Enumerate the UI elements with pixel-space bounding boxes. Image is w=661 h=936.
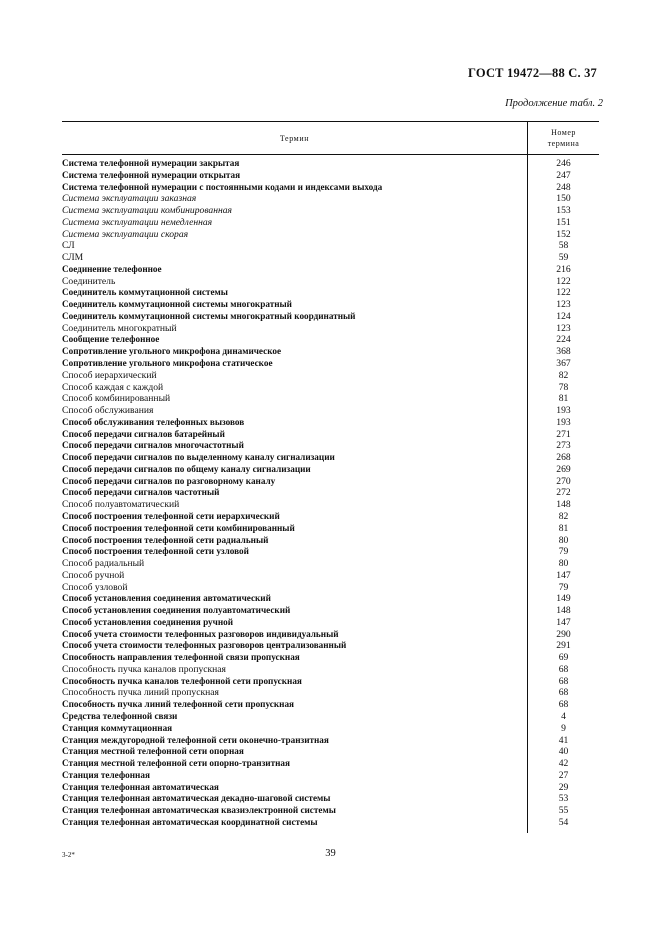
table-row <box>62 723 599 735</box>
term-cell: Способ построения телефонной сети комбинированный <box>62 522 295 533</box>
term-number-cell: 124 <box>556 310 571 322</box>
table-row <box>62 817 599 829</box>
term-number-cell: 4 <box>561 710 566 722</box>
term-cell: Система телефонной нумерации открытая <box>62 169 241 180</box>
table-row <box>62 711 599 723</box>
term-cell: Система эксплуатации комбинированная <box>62 205 232 217</box>
table-row <box>62 323 599 335</box>
table-row <box>62 393 599 405</box>
term-cell: Способ установления соединения ручной <box>62 616 234 627</box>
term-cell: Соединение телефонное <box>62 263 162 274</box>
table-row <box>62 193 599 205</box>
term-cell: Система телефонной нумерации закрытая <box>62 158 240 168</box>
term-cell: Сопротивление угольного микрофона динамическое <box>62 346 282 357</box>
term-number-cell: 123 <box>556 322 571 334</box>
term-number-cell: 29 <box>558 781 569 793</box>
term-cell: Система эксплуатации заказная <box>62 193 197 205</box>
table-row <box>62 205 599 217</box>
table-row <box>62 546 599 558</box>
table-row <box>62 252 599 264</box>
term-number-cell: 147 <box>556 569 571 581</box>
table-body <box>62 158 599 829</box>
term-cell: Станция телефонная автоматическая квазиэлектронной системы <box>62 805 336 816</box>
column-header-term: Термин <box>279 133 310 143</box>
term-cell: Способ обслуживания телефонных вызовов <box>62 416 245 427</box>
term-number-cell: 123 <box>556 299 571 311</box>
term-cell: Способ иерархический <box>62 369 157 381</box>
term-cell: Станция местной телефонной сети опорная <box>62 746 244 757</box>
table-row <box>62 782 599 794</box>
term-number-cell: 269 <box>556 463 571 475</box>
table-row <box>62 182 599 194</box>
term-number-cell: 271 <box>556 428 571 440</box>
table-continuation-caption: Продолжение табл. 2 <box>505 98 603 109</box>
term-number-cell: 69 <box>558 652 569 664</box>
term-cell: Способ учета стоимости телефонных разговоров централизованный <box>62 640 347 651</box>
term-cell: Соединитель многократный <box>62 322 177 334</box>
table-row <box>62 793 599 805</box>
column-header-number-line2: термина <box>547 139 580 148</box>
table-row <box>62 405 599 417</box>
term-cell: Способность пучка линий пропускная <box>62 687 219 699</box>
term-number-cell: 80 <box>558 534 569 546</box>
table-row <box>62 676 599 688</box>
table-row <box>62 464 599 476</box>
term-cell: Сообщение телефонное <box>62 334 160 345</box>
term-number-cell: 68 <box>558 699 569 711</box>
table-row <box>62 217 599 229</box>
table-row <box>62 287 599 299</box>
page-header: ГОСТ 19472—88 С. 37 <box>468 66 597 80</box>
term-cell: Соединитель <box>62 275 116 287</box>
term-cell: Способ узловой <box>62 581 128 593</box>
table-row <box>62 370 599 382</box>
term-number-cell: 272 <box>556 487 571 499</box>
term-number-cell: 147 <box>556 616 571 628</box>
term-number-cell: 40 <box>558 746 569 758</box>
term-number-cell: 367 <box>556 358 571 370</box>
term-number-cell: 78 <box>558 381 569 393</box>
table-row <box>62 758 599 770</box>
term-cell: Способность пучка линий телефонной сети пропускная <box>62 699 295 710</box>
term-number-cell: 248 <box>556 181 571 193</box>
terms-table <box>62 121 599 829</box>
term-cell: Способ каждая с каждой <box>62 381 164 393</box>
term-number-cell: 216 <box>556 263 571 275</box>
term-cell: Способность пучка каналов телефонной сети пропускная <box>62 675 302 686</box>
table-row <box>62 382 599 394</box>
term-number-cell: 149 <box>556 593 571 605</box>
column-header-number-line1: Номер <box>551 128 576 137</box>
table-row <box>62 617 599 629</box>
table-row <box>62 429 599 441</box>
term-number-cell: 247 <box>556 169 571 181</box>
table-row <box>62 805 599 817</box>
term-cell: Способ построения телефонной сети радиальный <box>62 534 269 545</box>
table-row <box>62 499 599 511</box>
table-row <box>62 593 599 605</box>
table-row <box>62 158 599 170</box>
term-cell: Способ передачи сигналов многочастотный <box>62 440 244 451</box>
table-row <box>62 240 599 252</box>
term-cell: Способ учета стоимости телефонных разговоров индивидуальный <box>62 628 339 639</box>
term-number-cell: 59 <box>558 252 569 264</box>
table-row <box>62 746 599 758</box>
term-cell: Способ передачи сигналов по общему каналу сигнализации <box>62 463 311 474</box>
term-number-cell: 152 <box>556 228 571 240</box>
term-number-cell: 368 <box>556 346 571 358</box>
term-number-cell: 79 <box>558 581 569 593</box>
table-row <box>62 640 599 652</box>
table-row <box>62 523 599 535</box>
term-number-cell: 150 <box>556 193 571 205</box>
term-cell: Способ ручной <box>62 569 125 581</box>
term-number-cell: 268 <box>556 452 571 464</box>
term-number-cell: 9 <box>561 722 566 734</box>
term-cell: СЛ <box>62 240 75 252</box>
term-number-cell: 80 <box>558 558 569 570</box>
term-cell: Система эксплуатации скорая <box>62 228 189 240</box>
table-row <box>62 440 599 452</box>
table-row <box>62 476 599 488</box>
term-number-cell: 151 <box>556 216 571 228</box>
table-row <box>62 417 599 429</box>
table-row <box>62 770 599 782</box>
term-number-cell: 42 <box>558 758 569 770</box>
table-row <box>62 487 599 499</box>
term-number-cell: 27 <box>558 769 569 781</box>
term-cell: СЛМ <box>62 252 84 264</box>
table-row <box>62 170 599 182</box>
table-row <box>62 346 599 358</box>
term-number-cell: 82 <box>558 369 569 381</box>
term-number-cell: 148 <box>556 605 571 617</box>
term-number-cell: 82 <box>558 510 569 522</box>
table-row <box>62 229 599 241</box>
table-header <box>62 121 599 155</box>
term-number-cell: 68 <box>558 675 569 687</box>
term-number-cell: 122 <box>556 287 571 299</box>
table-row <box>62 276 599 288</box>
table-row <box>62 358 599 370</box>
term-cell: Соединитель коммутационной системы многократный координатный <box>62 310 356 321</box>
term-cell: Способ передачи сигналов по выделенному каналу сигнализации <box>62 452 335 463</box>
term-number-cell: 153 <box>556 205 571 217</box>
term-cell: Соединитель коммутационной системы <box>62 287 228 298</box>
term-number-cell: 270 <box>556 475 571 487</box>
term-number-cell: 55 <box>558 805 569 817</box>
page-number: 39 <box>325 848 336 859</box>
table-row <box>62 535 599 547</box>
table-row <box>62 570 599 582</box>
term-cell: Станция телефонная <box>62 769 150 780</box>
term-cell: Станция местной телефонной сети опорно-транзитная <box>62 758 290 769</box>
term-cell: Способность направления телефонной связи пропускная <box>62 652 300 663</box>
term-cell: Способ радиальный <box>62 558 145 570</box>
term-number-cell: 246 <box>556 158 571 169</box>
table-row <box>62 687 599 699</box>
term-number-cell: 193 <box>556 416 571 428</box>
term-number-cell: 53 <box>558 793 569 805</box>
term-cell: Способ построения телефонной сети иерархический <box>62 510 280 521</box>
term-number-cell: 68 <box>558 663 569 675</box>
term-cell: Способ обслуживания <box>62 405 154 417</box>
term-number-cell: 193 <box>556 405 571 417</box>
table-row <box>62 558 599 570</box>
column-header-number <box>527 122 599 154</box>
term-number-cell: 79 <box>558 546 569 558</box>
table-row <box>62 452 599 464</box>
table-row <box>62 311 599 323</box>
term-cell: Станция коммутационная <box>62 722 173 733</box>
table-row <box>62 629 599 641</box>
table-row <box>62 334 599 346</box>
term-number-cell: 41 <box>558 734 569 746</box>
term-number-cell: 148 <box>556 499 571 511</box>
term-number-cell: 81 <box>558 393 569 405</box>
term-number-cell: 224 <box>556 334 571 346</box>
term-cell: Способ установления соединения автоматический <box>62 593 271 604</box>
term-cell: Способ комбинированный <box>62 393 171 405</box>
term-cell: Станция телефонная автоматическая декадно-шаговой системы <box>62 793 331 804</box>
table-row <box>62 605 599 617</box>
term-number-cell: 291 <box>556 640 571 652</box>
term-cell: Соединитель коммутационной системы многократный <box>62 299 292 310</box>
term-cell: Станция междугородной телефонной сети оконечно-транзитная <box>62 734 329 745</box>
table-row <box>62 511 599 523</box>
table-row <box>62 664 599 676</box>
print-code: 3-2* <box>62 851 75 859</box>
term-cell: Способ построения телефонной сети узловой <box>62 546 249 557</box>
table-row <box>62 264 599 276</box>
term-cell: Система эксплуатации немедленная <box>62 216 213 228</box>
table-row <box>62 699 599 711</box>
term-cell: Станция телефонная автоматическая <box>62 781 219 792</box>
term-cell: Способность пучка каналов пропускная <box>62 663 226 675</box>
table-row <box>62 299 599 311</box>
term-cell: Система телефонной нумерации с постоянными кодами и индексами выхода <box>62 181 383 192</box>
term-cell: Сопротивление угольного микрофона статическое <box>62 358 273 369</box>
term-cell: Способ передачи сигналов частотный <box>62 487 220 498</box>
term-number-cell: 122 <box>556 275 571 287</box>
term-number-cell: 54 <box>558 816 569 828</box>
term-cell: Средства телефонной связи <box>62 710 178 721</box>
table-row <box>62 582 599 594</box>
term-cell: Способ полуавтоматический <box>62 499 180 511</box>
term-cell: Станция телефонная автоматическая координатной системы <box>62 816 318 827</box>
table-row <box>62 652 599 664</box>
term-number-cell: 58 <box>558 240 569 252</box>
term-number-cell: 273 <box>556 440 571 452</box>
term-number-cell: 290 <box>556 628 571 640</box>
term-number-cell: 68 <box>558 687 569 699</box>
term-number-cell: 81 <box>558 522 569 534</box>
term-cell: Способ передачи сигналов батарейный <box>62 428 225 439</box>
table-row <box>62 735 599 747</box>
term-cell: Способ передачи сигналов по разговорному каналу <box>62 475 276 486</box>
term-cell: Способ установления соединения полуавтоматический <box>62 605 291 616</box>
